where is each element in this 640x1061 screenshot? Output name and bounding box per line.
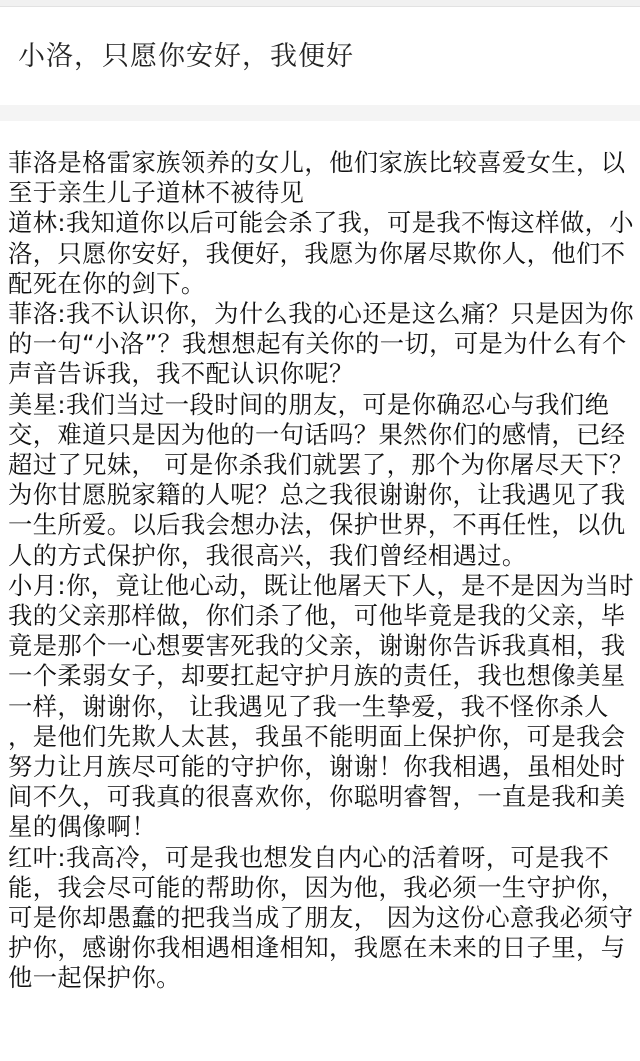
paragraph-feiluo: 菲洛:我不认识你，为什么我的心还是这么痛？只是因为你的一句“小洛”？我想想起有关你的一切，可是为什么有个声音告诉我，我不配认识你呢？ xyxy=(8,299,635,389)
page-title: 小洛，只愿你安好，我便好 xyxy=(18,41,354,72)
paragraph-daolin: 道林:我知道你以后可能会杀了我，可是我不悔这样做，小洛，只愿你安好，我便好，我愿为你屠尽欺你人，他们不配死在你的剑下。 xyxy=(8,208,635,298)
title-bar xyxy=(0,7,640,105)
paragraph-intro: 菲洛是格雷家族领养的女儿，他们家族比较喜爱女生，以至于亲生儿子道林不被待见 xyxy=(8,148,626,208)
article-body xyxy=(8,148,634,994)
paragraph-meixing: 美星:我们当过一段时间的朋友，可是你确忍心与我们绝交，难道只是因为他的一句话吗？果然你们的感情，已经超过了兄妹， 可是你杀我们就罢了，那个为你屠尽天下？为你甘愿脱家籍的人呢？总之我很谢谢你，让我遇见了我一生所爱。以后我会想办法，保护世界，不再任性，以仇人的方式保护你，我很高兴，我们曾经相遇过。 xyxy=(8,389,634,570)
top-divider xyxy=(0,0,640,7)
paragraph-xiaoyue: 小月:你，竟让他心动，既让他屠天下人，是不是因为当时我的父亲那样做，你们杀了他，可他毕竟是我的父亲，毕竟是那个一心想要害死我的父亲，谢谢你告诉我真相，我一个柔弱女子，却要扛起守护月族的责任，我也想像美星一样，谢谢你， 让我遇见了我一生挚爱，我不怪你杀人 ，是他们先欺人太甚，我虽不能明面上保护你，可是我会努力让月族尽可能的守护你，谢谢！你我相遇，虽相处时间不久，可我真的很喜欢你，你聪明睿智，一直是我和美星的偶像啊！ xyxy=(8,570,635,842)
section-divider xyxy=(0,105,640,121)
paragraph-hongye: 红叶:我高冷，可是我也想发自内心的活着呀，可是我不能，我会尽可能的帮助你，因为他，我必须一生守护你，可是你却愚蠢的把我当成了朋友， 因为这份心意我必须守护你，感谢你我相遇相逢相知，我愿在未来的日子里，与他一起保护你。 xyxy=(8,842,634,993)
